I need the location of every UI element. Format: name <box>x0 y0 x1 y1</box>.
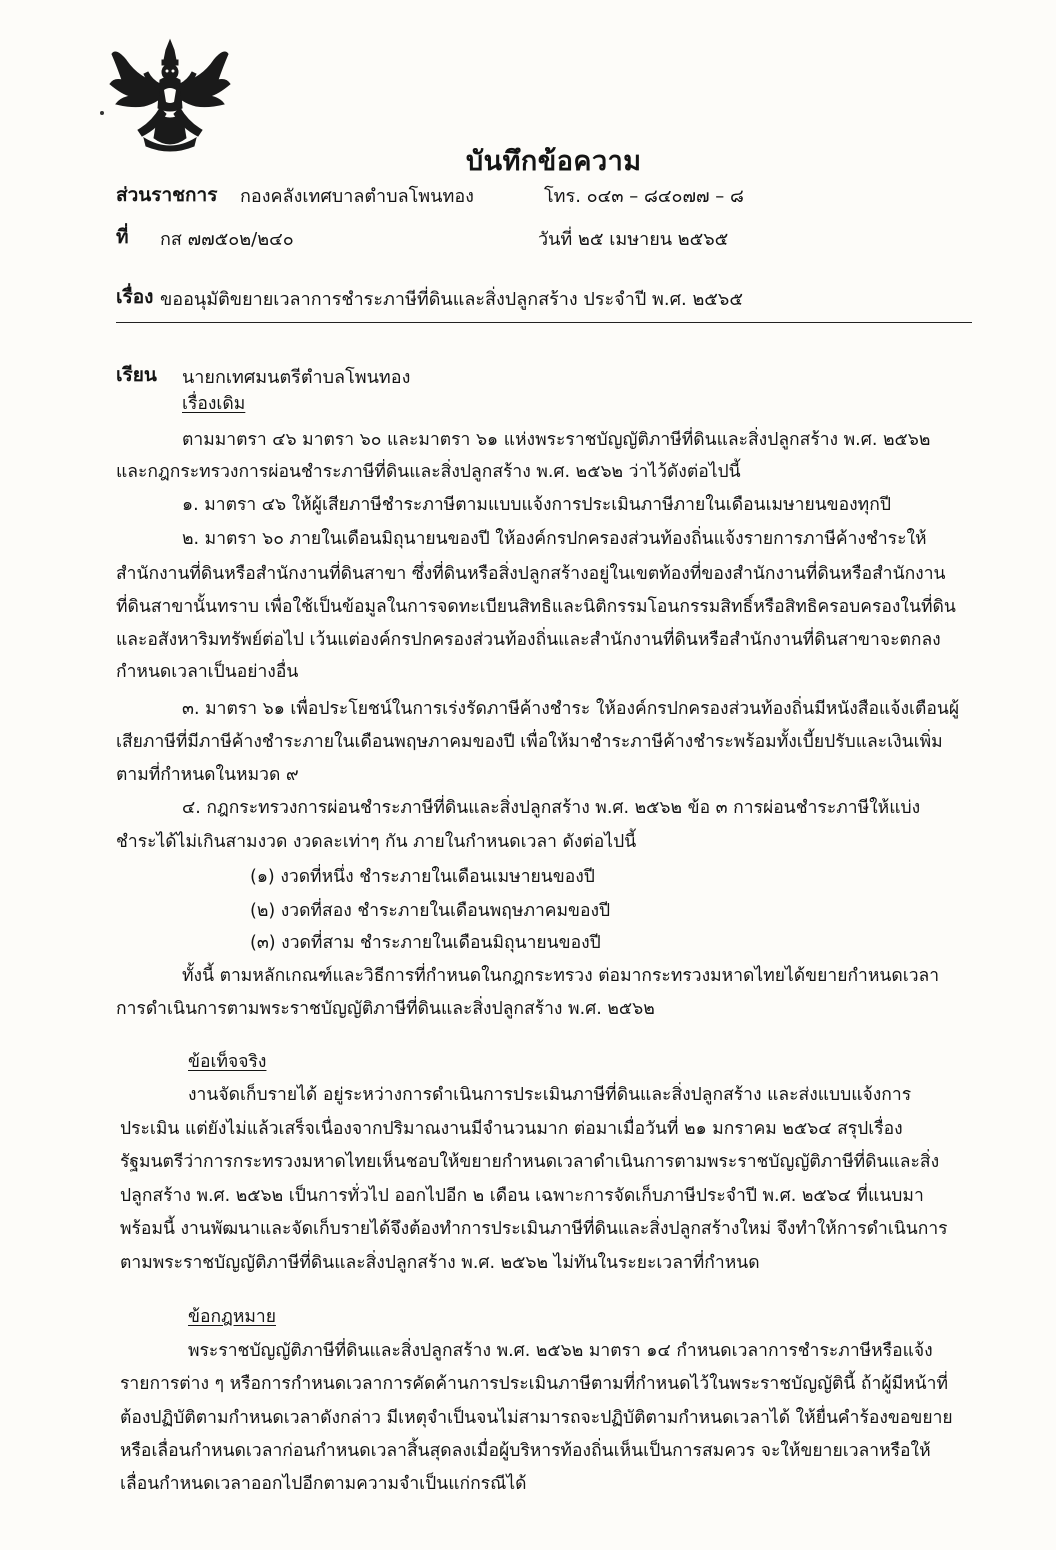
phone-number: โทร. ๐๔๓ – ๘๔๐๗๗ – ๘ <box>544 186 744 207</box>
law-line: รายการต่าง ๆ หรือการกำหนดเวลาการคัดค้านการประเมินภาษีตามที่กำหนดไว้ในพระราชบัญญัตินี้ ถ้าผู้มีหน้าที่ <box>120 1374 948 1394</box>
facts-line: ประเมิน แต่ยังไม่แล้วเสร็จเนื่องจากปริมาณงานมีจำนวนมาก ต่อมาเมื่อวันที่ ๒๑ มกราคม ๒๕๖๔ สรุปเรื่อง <box>120 1119 903 1139</box>
background-line: และอสังหาริมทรัพย์ต่อไป เว้นแต่องค์กรปกครองส่วนท้องถิ่นและสำนักงานที่ดินหรือสำนักงานที่ดินสาขาจะตกลง <box>116 630 941 650</box>
facts-line: รัฐมนตรีว่าการกระทรวงมหาดไทยเห็นชอบให้ขยายกำหนดเวลาดำเนินการตามพระราชบัญญัติภาษีที่ดินและสิ่ง <box>120 1152 940 1172</box>
background-line: ๔. กฎกระทรวงการผ่อนชำระภาษีที่ดินและสิ่งปลูกสร้าง พ.ศ. ๒๕๖๒ ข้อ ๓ การผ่อนชำระภาษีให้แบ่ง <box>182 798 921 818</box>
background-line: ๓. มาตรา ๖๑ เพื่อประโยชน์ในการเร่งรัดภาษีค้างชำระ ให้องค์กรปกครองส่วนท้องถิ่นมีหนังสือแจ้งเตือนผู้ <box>182 699 960 719</box>
facts-heading: ข้อเท็จจริง <box>188 1052 267 1072</box>
subject-label: เรื่อง <box>116 286 154 308</box>
to-recipient: นายกเทศมนตรีตำบลโพนทอง <box>182 367 411 388</box>
law-line: ต้องปฏิบัติตามกำหนดเวลาดังกล่าว มีเหตุจำเป็นจนไม่สามารถจะปฏิบัติตามกำหนดเวลาได้ ให้ยื่นคำร้องขอขยาย <box>120 1408 953 1428</box>
law-line: เลื่อนกำหนดเวลาออกไปอีกตามความจำเป็นแก่กรณีได้ <box>120 1474 527 1494</box>
facts-line: ปลูกสร้าง พ.ศ. ๒๕๖๒ เป็นการทั่วไป ออกไปอีก ๒ เดือน เฉพาะการจัดเก็บภาษีประจำปี พ.ศ. ๒๕๖๔ ที่แนบมา <box>120 1186 924 1206</box>
background-line: ชำระได้ไม่เกินสามงวด งวดละเท่าๆ กัน ภายในกำหนดเวลา ดังต่อไปนี้ <box>116 832 637 852</box>
installment-item: (๒) งวดที่สอง ชำระภายในเดือนพฤษภาคมของปี <box>250 901 611 921</box>
scan-speck <box>100 111 104 115</box>
to-label: เรียน <box>116 364 157 386</box>
memo-title: บันทึกข้อความ <box>466 146 642 177</box>
subject-row <box>116 282 153 312</box>
law-heading: ข้อกฎหมาย <box>188 1307 276 1327</box>
background-line: และกฎกระทรวงการผ่อนชำระภาษีที่ดินและสิ่งปลูกสร้าง พ.ศ. ๒๕๖๒ ว่าไว้ดังต่อไปนี้ <box>116 462 741 482</box>
header-divider <box>116 322 972 323</box>
background-line: ๑. มาตรา ๔๖ ให้ผู้เสียภาษีชำระภาษีตามแบบแจ้งการประเมินภาษีภายในเดือนเมษายนของทุกปี <box>182 495 891 515</box>
background-line: ๒. มาตรา ๖๐ ภายในเดือนมิถุนายนของปี ให้องค์กรปกครองส่วนท้องถิ่นแจ้งรายการภาษีค้างชำระให้ <box>182 529 927 549</box>
background-line: ตามมาตรา ๔๖ มาตรา ๖๐ และมาตรา ๖๑ แห่งพระราชบัญญัติภาษีที่ดินและสิ่งปลูกสร้าง พ.ศ. ๒๕๖๒ <box>182 430 931 450</box>
agency-row <box>116 180 217 210</box>
memo-date: วันที่ ๒๕ เมษายน ๒๕๖๕ <box>538 229 729 250</box>
background-line: สำนักงานที่ดินหรือสำนักงานที่ดินสาขา ซึ่งที่ดินหรือสิ่งปลูกสร้างอยู่ในเขตท้องที่ของสำนักงานที่ดินหรือสำนักงาน <box>116 564 946 584</box>
subject-text: ขออนุมัติขยายเวลาการชำระภาษีที่ดินและสิ่งปลูกสร้าง ประจำปี พ.ศ. ๒๕๖๕ <box>160 289 743 310</box>
agency-name: กองคลังเทศบาลตำบลโพนทอง <box>240 186 474 207</box>
installment-item: (๑) งวดที่หนึ่ง ชำระภายในเดือนเมษายนของปี <box>250 867 595 887</box>
background-line: ที่ดินสาขานั้นทราบ เพื่อใช้เป็นข้อมูลในการจดทะเบียนสิทธิและนิติกรรมโอนกรรมสิทธิ์หรือสิทธิครอบครองในที่ดิน <box>116 597 956 617</box>
ref-label: ที่ <box>116 226 129 248</box>
to-row <box>116 360 157 390</box>
background-line: ตามที่กำหนดในหมวด ๙ <box>116 765 299 785</box>
garuda-emblem-icon <box>108 38 232 154</box>
law-line: หรือเลื่อนกำหนดเวลาก่อนกำหนดเวลาสิ้นสุดลงเมื่อผู้บริหารท้องถิ่นเห็นเป็นการสมควร จะให้ขยายเวลาหรือให้ <box>120 1441 931 1461</box>
agency-label: ส่วนราชการ <box>116 184 218 206</box>
facts-line: งานจัดเก็บรายได้ อยู่ระหว่างการดำเนินการประเมินภาษีที่ดินและสิ่งปลูกสร้าง และส่งแบบแจ้งการ <box>188 1085 912 1105</box>
installment-item: (๓) งวดที่สาม ชำระภายในเดือนมิถุนายนของปี <box>250 933 601 953</box>
ref-row <box>116 222 129 252</box>
facts-line: ตามพระราชบัญญัติภาษีที่ดินและสิ่งปลูกสร้าง พ.ศ. ๒๕๖๒ ไม่ทันในระยะเวลาที่กำหนด <box>120 1253 760 1273</box>
law-line: พระราชบัญญัติภาษีที่ดินและสิ่งปลูกสร้าง พ.ศ. ๒๕๖๒ มาตรา ๑๔ กำหนดเวลาการชำระภาษีหรือแจ้ง <box>188 1341 933 1361</box>
background-line: เสียภาษีที่มีภาษีค้างชำระภายในเดือนพฤษภาคมของปี เพื่อให้มาชำระภาษีค้างชำระพร้อมทั้งเบี้ยปรับและเงินเพิ่ม <box>116 732 943 752</box>
ref-number: กส ๗๗๕๐๒/๒๔๐ <box>160 229 294 250</box>
background-line: กำหนดเวลาเป็นอย่างอื่น <box>116 662 299 682</box>
background-line: ทั้งนี้ ตามหลักเกณฑ์และวิธีการที่กำหนดในกฎกระทรวง ต่อมากระทรวงมหาดไทยได้ขยายกำหนดเวลา <box>182 966 940 986</box>
background-heading: เรื่องเดิม <box>182 394 246 414</box>
background-line: การดำเนินการตามพระราชบัญญัติภาษีที่ดินและสิ่งปลูกสร้าง พ.ศ. ๒๕๖๒ <box>116 999 655 1019</box>
facts-line: พร้อมนี้ งานพัฒนาและจัดเก็บรายได้จึงต้องทำการประเมินภาษีที่ดินและสิ่งปลูกสร้างใหม่ จึงทำให้การดำเนินการ <box>120 1219 948 1239</box>
